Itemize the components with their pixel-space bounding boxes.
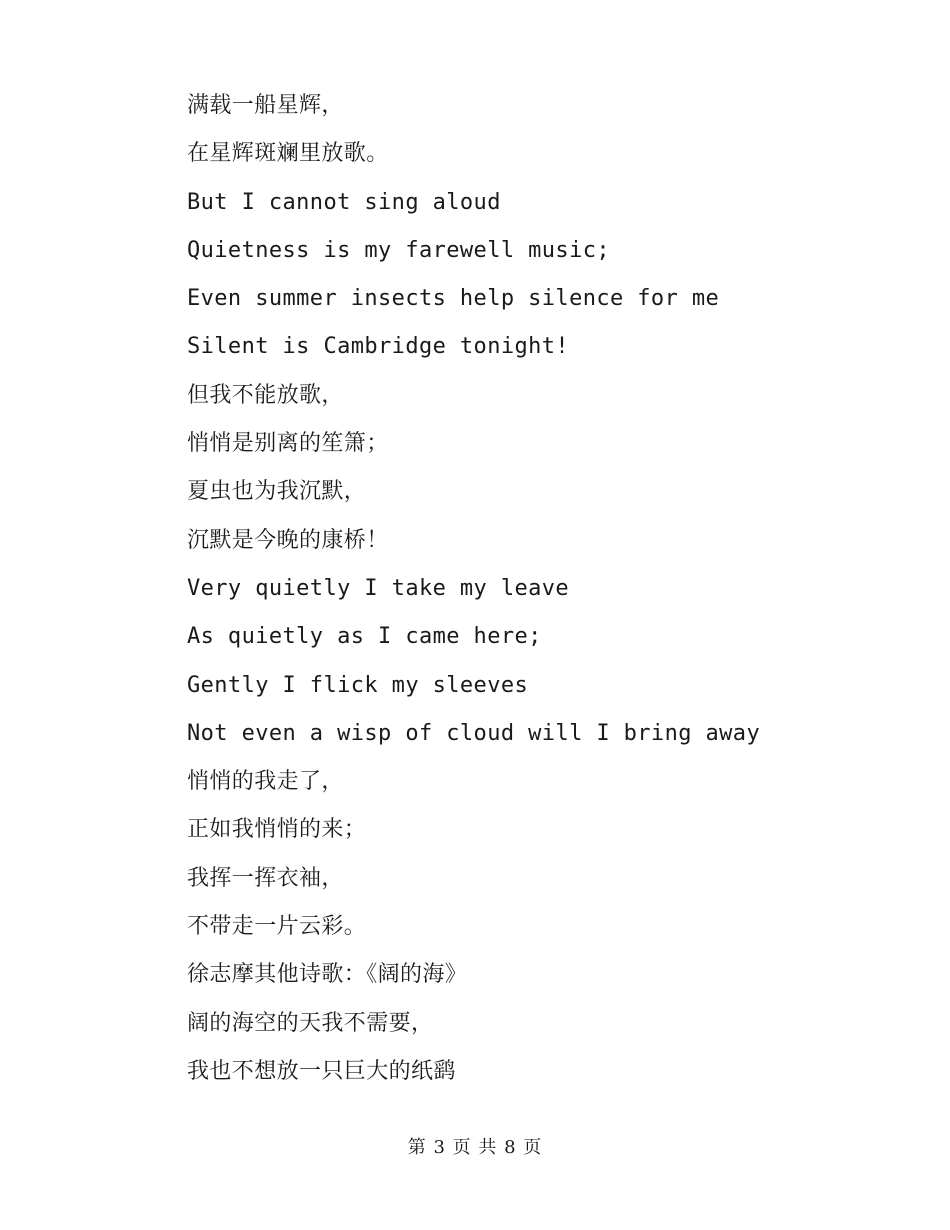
text-line: Very quietly I take my leave — [187, 575, 570, 601]
text-line: 我也不想放一只巨大的纸鹞 — [187, 1058, 456, 1084]
text-line: 在星辉斑斓里放歌。 — [187, 141, 389, 167]
text-line: 我挥一挥衣袖， — [187, 865, 344, 891]
text-line: 悄悄的我走了， — [187, 769, 344, 795]
text-line: 正如我悄悄的来； — [187, 817, 367, 843]
text-line: 不带走一片云彩。 — [187, 914, 367, 940]
section-heading-line: 徐志摩其他诗歌：《阔的海》 — [187, 962, 468, 988]
text-line: Quietness is my farewell music; — [187, 237, 610, 263]
text-line: 悄悄是别离的笙箫； — [187, 431, 389, 457]
text-line: Gently I flick my sleeves — [187, 672, 529, 698]
poem-text-body — [187, 82, 887, 1096]
text-line: But I cannot sing aloud — [187, 189, 501, 215]
text-line: Silent is Cambridge tonight! — [187, 334, 570, 360]
text-line: Not even a wisp of cloud will I bring away — [187, 720, 761, 746]
text-line: 但我不能放歌， — [187, 382, 344, 408]
text-line: As quietly as I came here; — [187, 624, 542, 650]
text-line: Even summer insects help silence for me — [187, 286, 720, 312]
text-line: 阔的海空的天我不需要， — [187, 1010, 434, 1036]
text-line: 夏虫也为我沉默， — [187, 479, 367, 505]
text-line: 满载一船星辉， — [187, 93, 344, 118]
page-number-footer: 第 3 页 共 8 页 — [407, 1137, 543, 1158]
text-line: 沉默是今晚的康桥！ — [187, 527, 389, 553]
